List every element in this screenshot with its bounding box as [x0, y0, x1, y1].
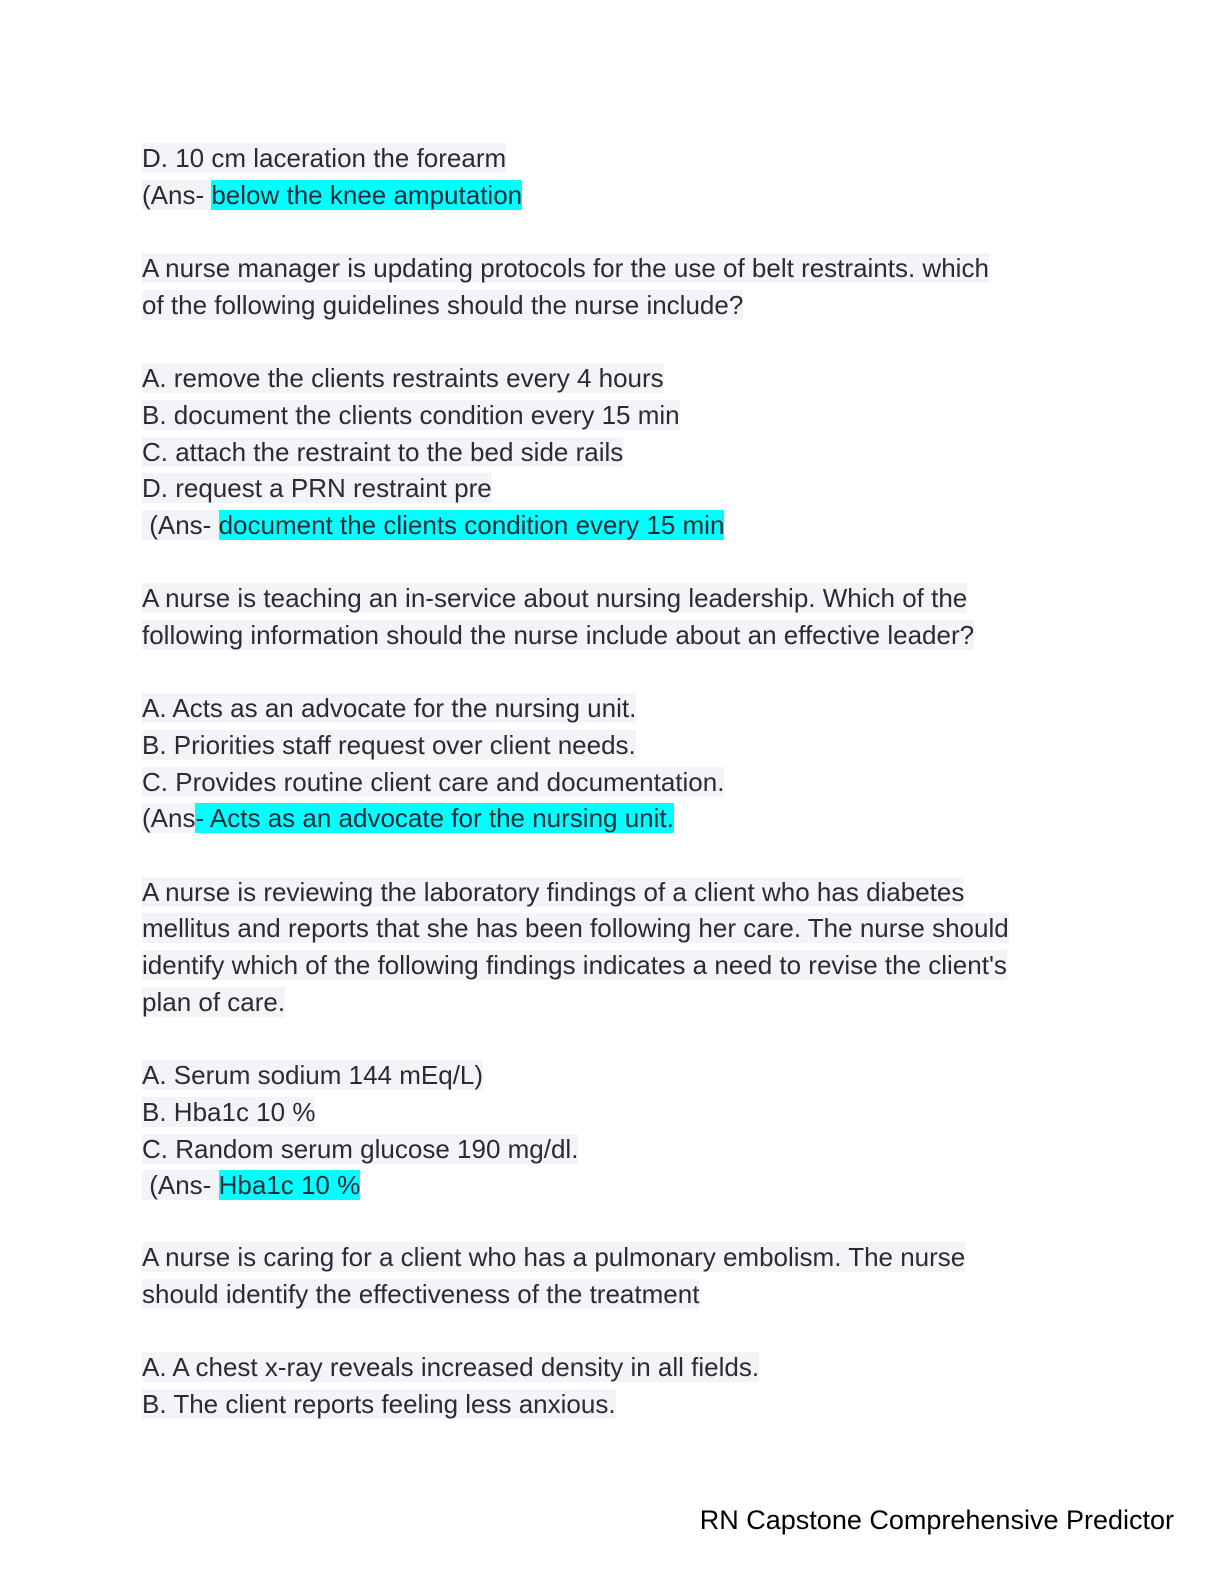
option-line: A. Acts as an advocate for the nursing unit.	[142, 693, 637, 724]
answer-line	[142, 507, 1102, 544]
option-line: A. remove the clients restraints every 4 hours	[142, 363, 664, 394]
option-line: D. request a PRN restraint pre	[142, 473, 492, 504]
option-line: B. The client reports feeling less anxious.	[142, 1388, 616, 1419]
option-line: D. 10 cm laceration the forearm	[142, 143, 507, 173]
answer-highlight: below the knee amputation	[211, 179, 523, 210]
option-line: B. Hba1c 10 %	[142, 1096, 316, 1127]
answer-prefix: (Ans-	[142, 179, 212, 210]
option-line: A. Serum sodium 144 mEq/L)	[142, 1060, 484, 1091]
answer-highlight: - Acts as an advocate for the nursing unit.	[195, 803, 674, 834]
question-stem: mellitus and reports that she has been following her care. The nurse should	[142, 913, 1009, 944]
option-line: B. Priorities staff request over client needs.	[142, 730, 636, 760]
answer-line	[142, 1167, 1102, 1204]
question-stem: should identify the effectiveness of the treatment	[142, 1278, 700, 1309]
option-line: B. document the clients condition every 15 min	[142, 399, 680, 430]
question-stem: A nurse is caring for a client who has a pulmonary embolism. The nurse	[142, 1241, 966, 1272]
option-line: C. Random serum glucose 190 mg/dl.	[142, 1133, 579, 1164]
answer-line	[142, 177, 1102, 214]
answer-line	[142, 800, 1102, 837]
document-page	[142, 140, 1102, 1422]
option-line: C. Provides routine client care and documentation.	[142, 766, 725, 797]
question-stem: A nurse is teaching an in-service about nursing leadership. Which of the	[142, 583, 968, 614]
option-line: A. A chest x-ray reveals increased density in all fields.	[142, 1352, 760, 1382]
question-stem: following information should the nurse include about an effective leader?	[142, 619, 975, 650]
option-line: C. attach the restraint to the bed side rails	[142, 436, 624, 467]
question-stem: of the following guidelines should the nurse include?	[142, 289, 744, 320]
question-stem: A nurse manager is updating protocols for the use of belt restraints. which	[142, 253, 989, 284]
question-stem: identify which of the following findings indicates a need to revise the client's	[142, 950, 1007, 981]
question-stem: A nurse is reviewing the laboratory findings of a client who has diabetes	[142, 876, 965, 907]
question-stem: plan of care.	[142, 986, 286, 1017]
answer-prefix: (Ans	[142, 803, 196, 834]
answer-prefix: (Ans-	[142, 1170, 219, 1201]
answer-highlight: Hba1c 10 %	[218, 1170, 361, 1201]
answer-prefix: (Ans-	[142, 509, 219, 540]
footer-title: RN Capstone Comprehensive Predictor	[699, 1505, 1174, 1535]
answer-highlight: document the clients condition every 15 min	[218, 509, 725, 540]
